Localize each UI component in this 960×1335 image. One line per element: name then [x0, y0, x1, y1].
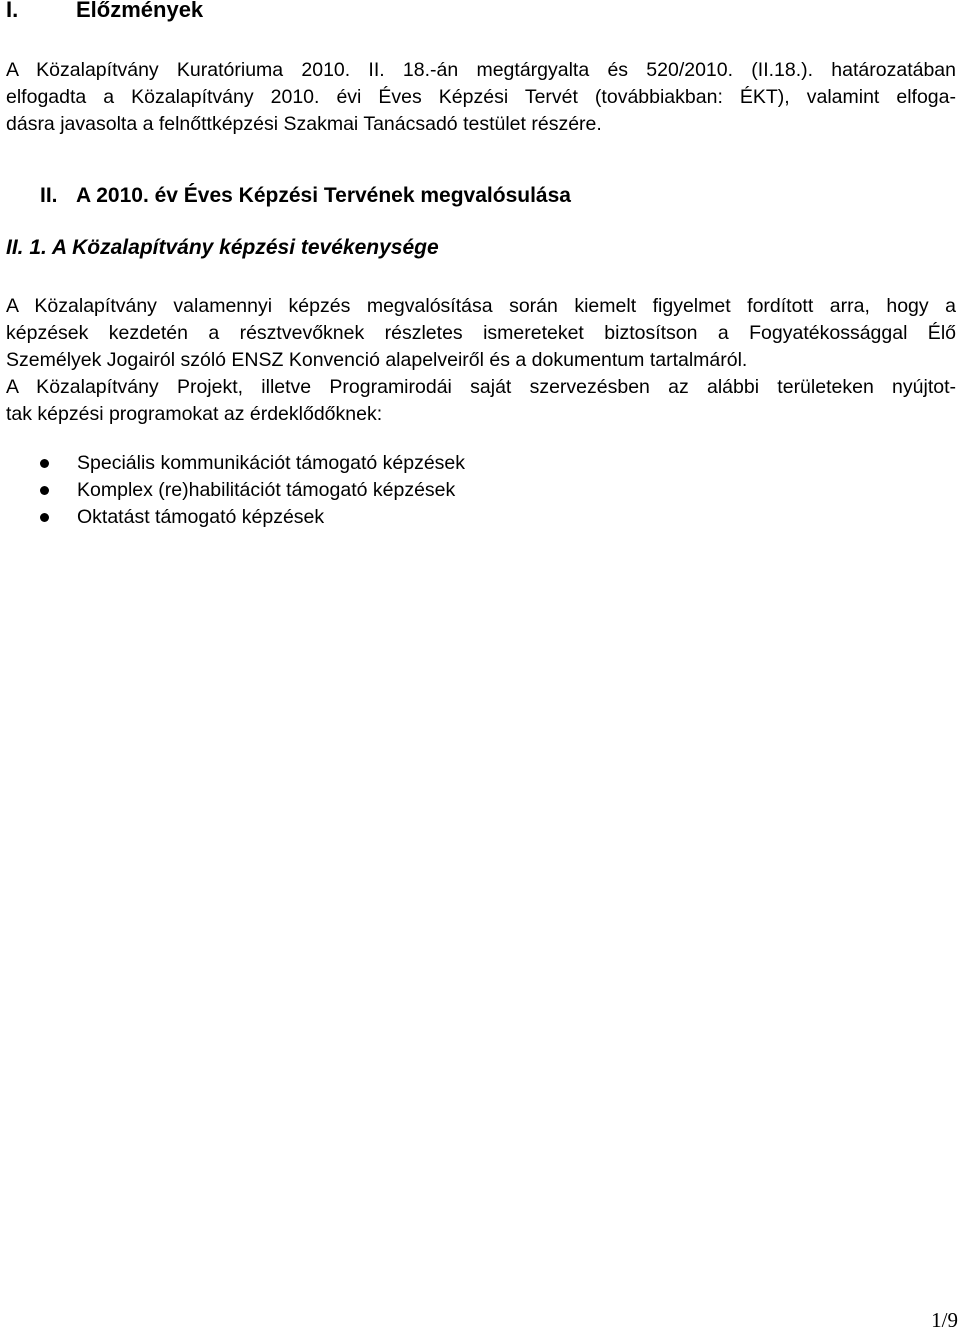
- section-heading-1: [6, 0, 203, 26]
- intro-paragraph: [6, 57, 956, 138]
- section-number: II.: [40, 184, 58, 207]
- page-number: 1/9: [931, 1308, 958, 1332]
- paragraph-line: A Közalapítvány Projekt, illetve Programirodái saját szervezésben az alábbi területeken nyújtot-: [6, 376, 956, 398]
- section-heading-2: [40, 181, 571, 211]
- bullet-icon: [40, 459, 49, 468]
- list-item: [0, 477, 465, 504]
- body-paragraph: [6, 293, 956, 428]
- paragraph-line: A Közalapítvány valamennyi képzés megvalósítása során kiemelt figyelmet fordított arra, hogy a: [6, 295, 956, 317]
- paragraph-line: képzések kezdetén a résztvevőknek részletes ismereteket biztosítson a Fogyatékossággal Élő: [6, 322, 956, 344]
- list-item: [0, 504, 465, 531]
- list-item: [0, 450, 465, 477]
- section-number: I.: [6, 0, 19, 22]
- subsection-heading: II. 1. A Közalapítvány képzési tevékenysége: [6, 236, 439, 259]
- bullet-icon: [40, 486, 49, 495]
- list-item-label: Speciális kommunikációt támogató képzések: [77, 452, 466, 474]
- list-item-label: Oktatást támogató képzések: [77, 506, 325, 528]
- bullet-icon: [40, 513, 49, 522]
- section-title: A 2010. év Éves Képzési Tervének megvalósulása: [76, 184, 571, 207]
- training-list: [0, 450, 465, 531]
- section-title: Előzmények: [76, 0, 204, 22]
- list-item-label: Komplex (re)habilitációt támogató képzések: [77, 479, 456, 501]
- paragraph-line: Személyek Jogairól szóló ENSZ Konvenció alapelveiről és a dokumentum tartalmáról.: [6, 349, 748, 371]
- paragraph-line: elfogadta a Közalapítvány 2010. évi Éves Képzési Tervét (továbbiakban: ÉKT), valamint elfoga-: [6, 86, 956, 108]
- paragraph-line: tak képzési programokat az érdeklődőknek:: [6, 403, 383, 425]
- paragraph-line: dásra javasolta a felnőttképzési Szakmai Tanácsadó testület részére.: [6, 113, 602, 135]
- paragraph-line: A Közalapítvány Kuratóriuma 2010. II. 18.-án megtárgyalta és 520/2010. (II.18.). határozatában: [6, 59, 956, 81]
